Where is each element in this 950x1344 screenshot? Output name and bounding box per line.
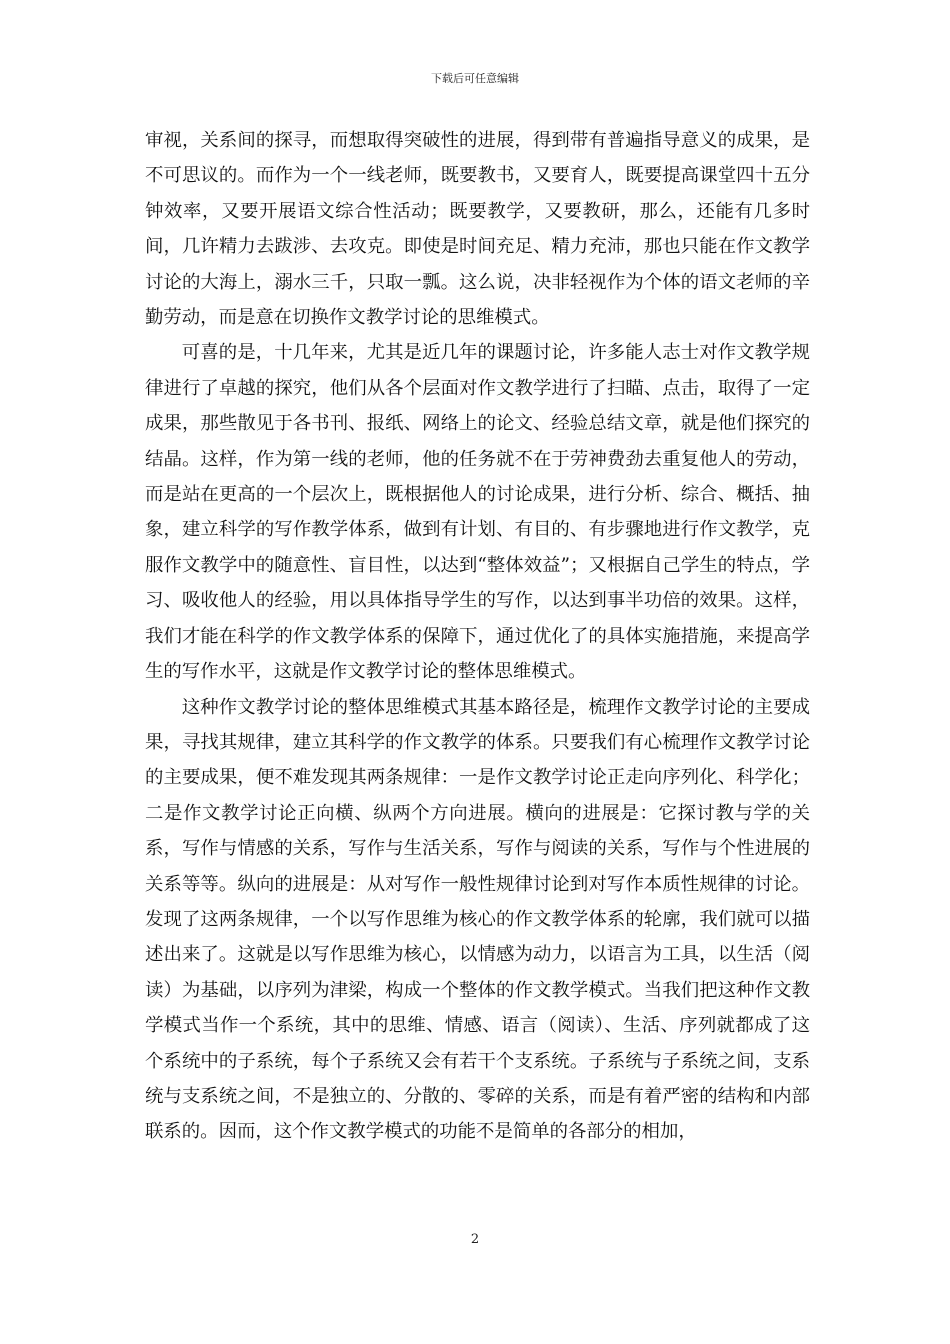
page-number: 2 — [470, 1232, 480, 1247]
paragraph-3: 这种作文教学讨论的整体思维模式其基本路径是，梳理作文教学讨论的主要成果，寻找其规律，建立其科学的作文教学的体系。只要我们有心梳理作文教学讨论的主要成果，便不难发现其两条规律：一是作文教学讨论正走向序列化、科学化；二是作文教学讨论正向横、纵两个方向进展。横向的进展是：它探讨教与学的关系，写作与情感的关系，写作与生活关系，写作与阅读的关系，写作与个性进展的关系等等。纵向的进展是：从对写作一般性规律讨论到对写作本质性规律的讨论。发现了这两条规律，一个以写作思维为核心的作文教学体系的轮廓，我们就可以描述出来了。这就是以写作思维为核心，以情感为动力，以语言为工具，以生活（阅读）为基础，以序列为津梁，构成一个整体的作文教学模式。当我们把这种作文教学模式当作一个系统，其中的思维、情感、语言（阅读）、生活、序列就都成了这个系统中的子系统，每个子系统又会有若干个支系统。子系统与子系统之间，支系统与支系统之间，不是独立的、分散的、零碎的关系，而是有着严密的结构和内部联系的。因而，这个作文教学模式的功能不是简单的各部分的相加， — [145, 696, 810, 1143]
paragraph-1: 审视，关系间的探寻，而想取得突破性的进展，得到带有普遍指导意义的成果，是不可思议的。而作为一个一线老师，既要教书，又要育人，既要提高课堂四十五分钟效率，又要开展语文综合性活动；既要教学，又要教研，那么，还能有几多时间，几许精力去跋涉、去攻克。即使是时间充足、精力充沛，那也只能在作文教学讨论的大海上，溺水三千，只取一瓢。这么说，决非轻视作为个体的语文老师的辛勤劳动，而是意在切换作文教学讨论的思维模式。 — [145, 130, 810, 329]
paragraph-2: 可喜的是，十几年来，尤其是近几年的课题讨论，许多能人志士对作文教学规律进行了卓越的探究，他们从各个层面对作文教学进行了扫瞄、点击，取得了一定成果，那些散见于各书刊、报纸、网络上的论文、经验总结文章，就是他们探究的结晶。这样，作为第一线的老师，他的任务就不在于劳神费劲去重复他人的劳动，而是站在更高的一个层次上，既根据他人的讨论成果，进行分析、综合、概括、抽象，建立科学的写作教学体系，做到有计划、有目的、有步骤地进行作文教学，克服作文教学中的随意性、盲目性，以达到“整体效益”；又根据自己学生的特点，学习、吸收他人的经验，用以具体指导学生的写作，以达到事半功倍的效果。这样，我们才能在科学的作文教学体系的保障下，通过优化了的具体实施措施，来提高学生的写作水平，这就是作文教学讨论的整体思维模式。 — [145, 342, 810, 683]
document-body — [145, 123, 810, 1150]
page-header: 下载后可任意编辑 — [431, 72, 519, 85]
